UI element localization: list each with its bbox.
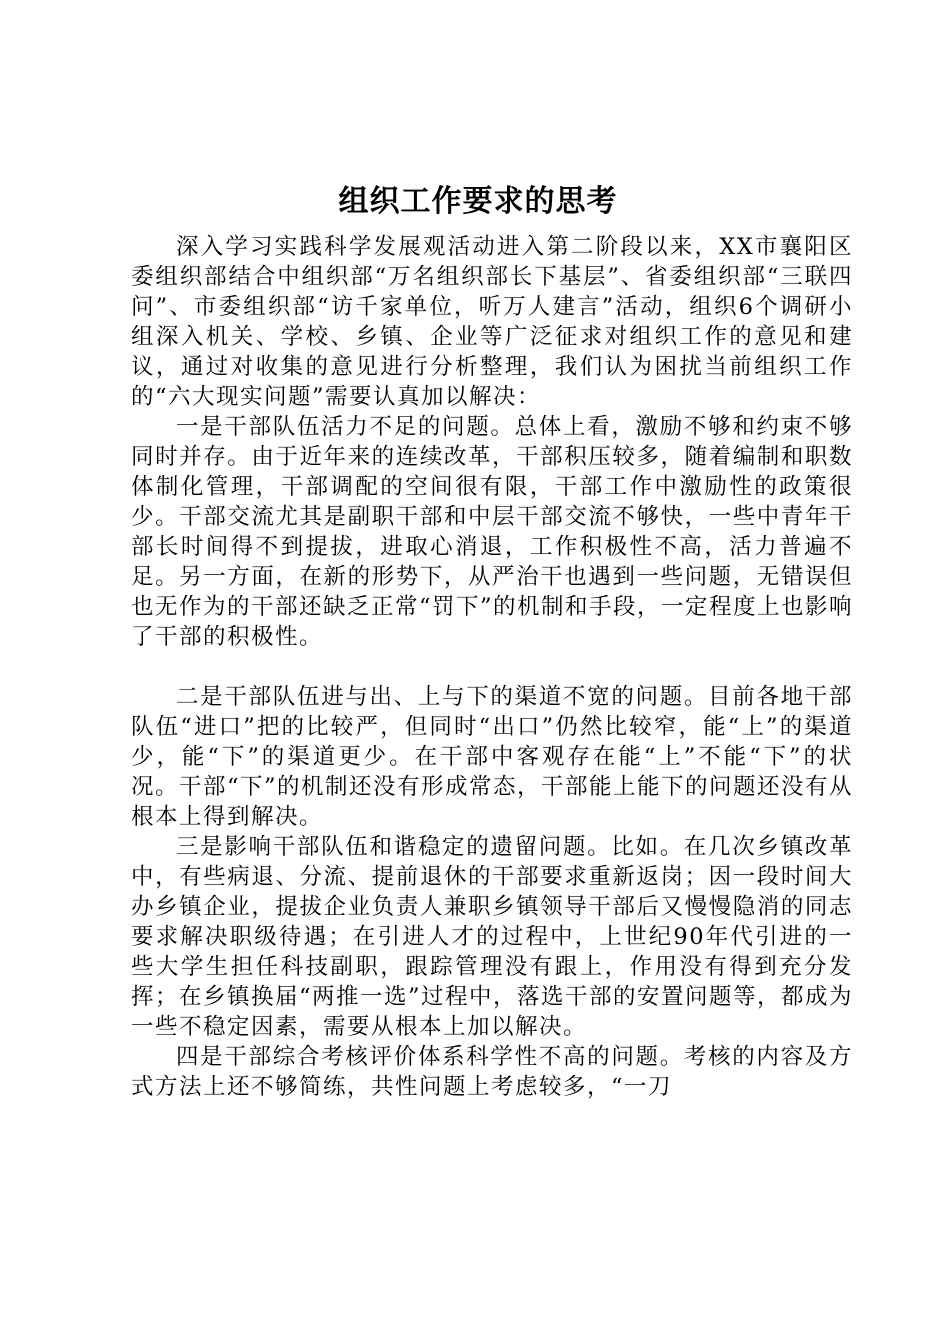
document-title: 组织工作要求的思考 [338, 184, 618, 219]
paragraph-problem-3: 三是影响干部队伍和谐稳定的遗留问题。比如。在几次乡镇改革中，有些病退、分流、提前退休的干部要求重新返岗；因一段时间大办乡镇企业，提拔企业负责人兼职乡镇领导干部后又慢慢隐消的同志要求解决职级待遇；在引进人才的过程中，上世纪90年代引进的一些大学生担任科技副职，跟踪管理没有跟上，作用没有得到充分发挥；在乡镇换届“两推一选”过程中，落选干部的安置问题等，都成为一些不稳定因素，需要从根本上加以解决。 [131, 834, 854, 1040]
paragraph-problem-1: 一是干部队伍活力不足的问题。总体上看，激励不够和约束不够同时并存。由于近年来的连续改革，干部积压较多，随着编制和职数体制化管理，干部调配的空间很有限，干部工作中激励性的政策很少。干部交流尤其是副职干部和中层干部交流不够快，一些中青年干部长时间得不到提拔，进取心消退，工作积极性不高，活力普遍不足。另一方面，在新的形势下，从严治干也遇到一些问题，无错误但也无作为的干部还缺乏正常“罚下”的机制和手段，一定程度上也影响了干部的积极性。 [131, 414, 854, 650]
paragraph-intro: 深入学习实践科学发展观活动进入第二阶段以来，XX市襄阳区委组织部结合中组织部“万名组织部长下基层”、省委组织部“三联四问”、市委组织部“访千家单位，听万人建言”活动，组织6个调研小组深入机关、学校、乡镇、企业等广泛征求对组织工作的意见和建议，通过对收集的意见进行分析整理，我们认为困扰当前组织工作的“六大现实问题”需要认真加以解决： [131, 234, 853, 410]
paragraph-problem-4: 四是干部综合考核评价体系科学性不高的问题。考核的内容及方式方法上还不够简练，共性问题上考虑较多，“一刀 [131, 1044, 853, 1100]
paragraph-problem-2: 二是干部队伍进与出、上与下的渠道不宽的问题。目前各地干部队伍“进口”把的比较严，但同时“出口”仍然比较窄，能“上”的渠道少，能“下”的渠道更少。在干部中客观存在能“上”不能“下”的状况。干部“下”的机制还没有形成常态，干部能上能下的问题还没有从根本上得到解决。 [131, 684, 854, 830]
document-body [131, 232, 853, 1102]
